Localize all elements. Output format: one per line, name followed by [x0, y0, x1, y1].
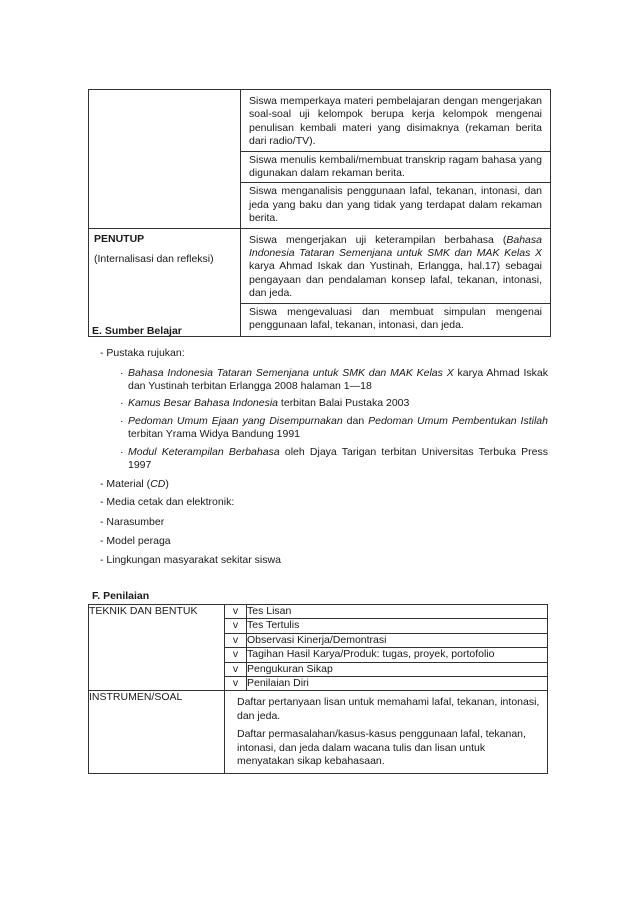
teknik-label-cell: TEKNIK DAN BENTUK: [89, 605, 225, 691]
empty-cell: [89, 90, 241, 229]
table-row: [89, 691, 548, 774]
book-title: Pedoman Umum Pembentukan Istilah: [368, 415, 548, 427]
text-span: terbitan Yrama Widya Bandung 1991: [128, 428, 300, 441]
activity-paragraph: Siswa mengevaluasi dan membuat simpulan mengenai penggunaan lafal, tekanan, intonasi, dan jeda.: [249, 305, 542, 332]
reference-item: [120, 415, 548, 442]
table-row: [89, 90, 551, 229]
reference-item: [120, 367, 549, 394]
check-mark: v: [225, 633, 247, 647]
book-title: Kamus Besar Bahasa Indonesia: [128, 397, 279, 409]
assessment-table: [88, 604, 548, 774]
material-item: [100, 478, 169, 491]
source-item: - Media cetak dan elektronik:: [100, 496, 235, 508]
bullet-icon: ·: [120, 415, 124, 427]
text-span: - Material (: [100, 478, 151, 490]
teknik-item: Observasi Kinerja/Demontrasi: [247, 633, 548, 647]
book-title: Bahasa Indonesia Tataran Semenjana untuk SMK dan MAK Kelas X: [128, 367, 454, 379]
reference-item: [120, 446, 549, 473]
penutup-title: PENUTUP: [94, 232, 145, 245]
text-span: dan: [342, 415, 369, 427]
text-span: terbitan Balai Pustaka 2003: [278, 397, 410, 409]
book-title: Pedoman Umum Ejaan yang Disempurnakan: [128, 415, 343, 427]
activities-table: [88, 89, 551, 337]
source-item: - Narasumber: [100, 516, 165, 528]
source-item: - Lingkungan masyarakat sekitar siswa: [100, 554, 281, 566]
penutup-label-cell: [89, 228, 241, 336]
check-mark: v: [225, 662, 247, 676]
penutup-subtitle: (Internalisasi dan refleksi): [94, 253, 214, 266]
book-title: Modul Keterampilan Berbahasa: [128, 446, 280, 458]
bullet-icon: ·: [120, 446, 124, 458]
text-span: oleh Djaya Tarigan terbitan Universitas Terbuka Press 1997: [128, 446, 549, 472]
activity-paragraph: Siswa menganalisis penggunaan lafal, tekanan, intonasi, dan jeda yang baku dan yang tidak yang terdapat dalam rekaman berita.: [249, 185, 542, 225]
section-title-sumber: E. Sumber Belajar: [92, 325, 182, 337]
pustaka-label: - Pustaka rujukan:: [100, 347, 185, 359]
instrumen-item: Daftar permasalahan/kasus-kasus penggunaan lafal, tekanan, intonasi, dan jeda dalam wacana tulis dan lisan untuk menyatakan sikap kebahasaan.: [237, 728, 526, 768]
activity-cell: [241, 90, 551, 229]
check-mark: v: [225, 677, 247, 691]
teknik-item: Penilaian Diri: [247, 677, 548, 691]
activity-paragraph: Siswa memperkaya materi pembelajaran dengan mengerjakan soal-soal uji kelompok berupa kerja kelompok mengenai penulisan kembali materi yang disimaknya (rekaman berita dari radio/TV).: [241, 90, 550, 152]
instrumen-label-cell: INSTRUMEN/SOAL: [89, 691, 225, 774]
text-span: karya Ahmad Iskak dan Yustinah, Erlangga, hal.17) sebagai pengayaan dan pendalaman konsep lafal, tekanan, intonasi, dan jeda.: [249, 260, 542, 300]
reference-item: [120, 397, 548, 410]
bullet-icon: ·: [120, 367, 124, 379]
teknik-item: Pengukuran Sikap: [247, 662, 548, 676]
penutup-activity-cell: [241, 228, 551, 336]
activity-paragraph: [241, 229, 550, 304]
text-span: CD: [150, 478, 166, 490]
text-span: ): [165, 478, 169, 490]
book-title: Bahasa Indonesia Tataran Semenjana untuk SMK dan MAK Kelas X: [249, 233, 542, 260]
text-span: karya Ahmad Iskak dan Yustinah terbitan Erlangga 2008 halaman 1—18: [128, 367, 549, 393]
teknik-item: Tagihan Hasil Karya/Produk: tugas, proyek, portofolio: [247, 648, 548, 662]
table-row: [89, 228, 551, 336]
teknik-item: Tes Lisan: [247, 605, 548, 619]
table-row: [89, 605, 548, 619]
section-title-penilaian: F. Penilaian: [92, 590, 150, 602]
instrumen-item: Daftar pertanyaan lisan untuk memahami lafal, tekanan, intonasi, dan jeda.: [237, 696, 540, 722]
check-mark: v: [225, 619, 247, 633]
bullet-icon: ·: [120, 397, 124, 409]
check-mark: v: [225, 648, 247, 662]
check-mark: v: [225, 605, 247, 619]
text-span: Siswa mengerjakan uji keterampilan berbahasa (: [249, 233, 507, 246]
activity-paragraph: Siswa menulis kembali/membuat transkrip ragam bahasa yang digunakan dalam rekaman berita.: [241, 152, 550, 184]
instrumen-cell: [225, 691, 548, 774]
source-item: - Model peraga: [100, 535, 171, 547]
teknik-item: Tes Tertulis: [247, 619, 548, 633]
